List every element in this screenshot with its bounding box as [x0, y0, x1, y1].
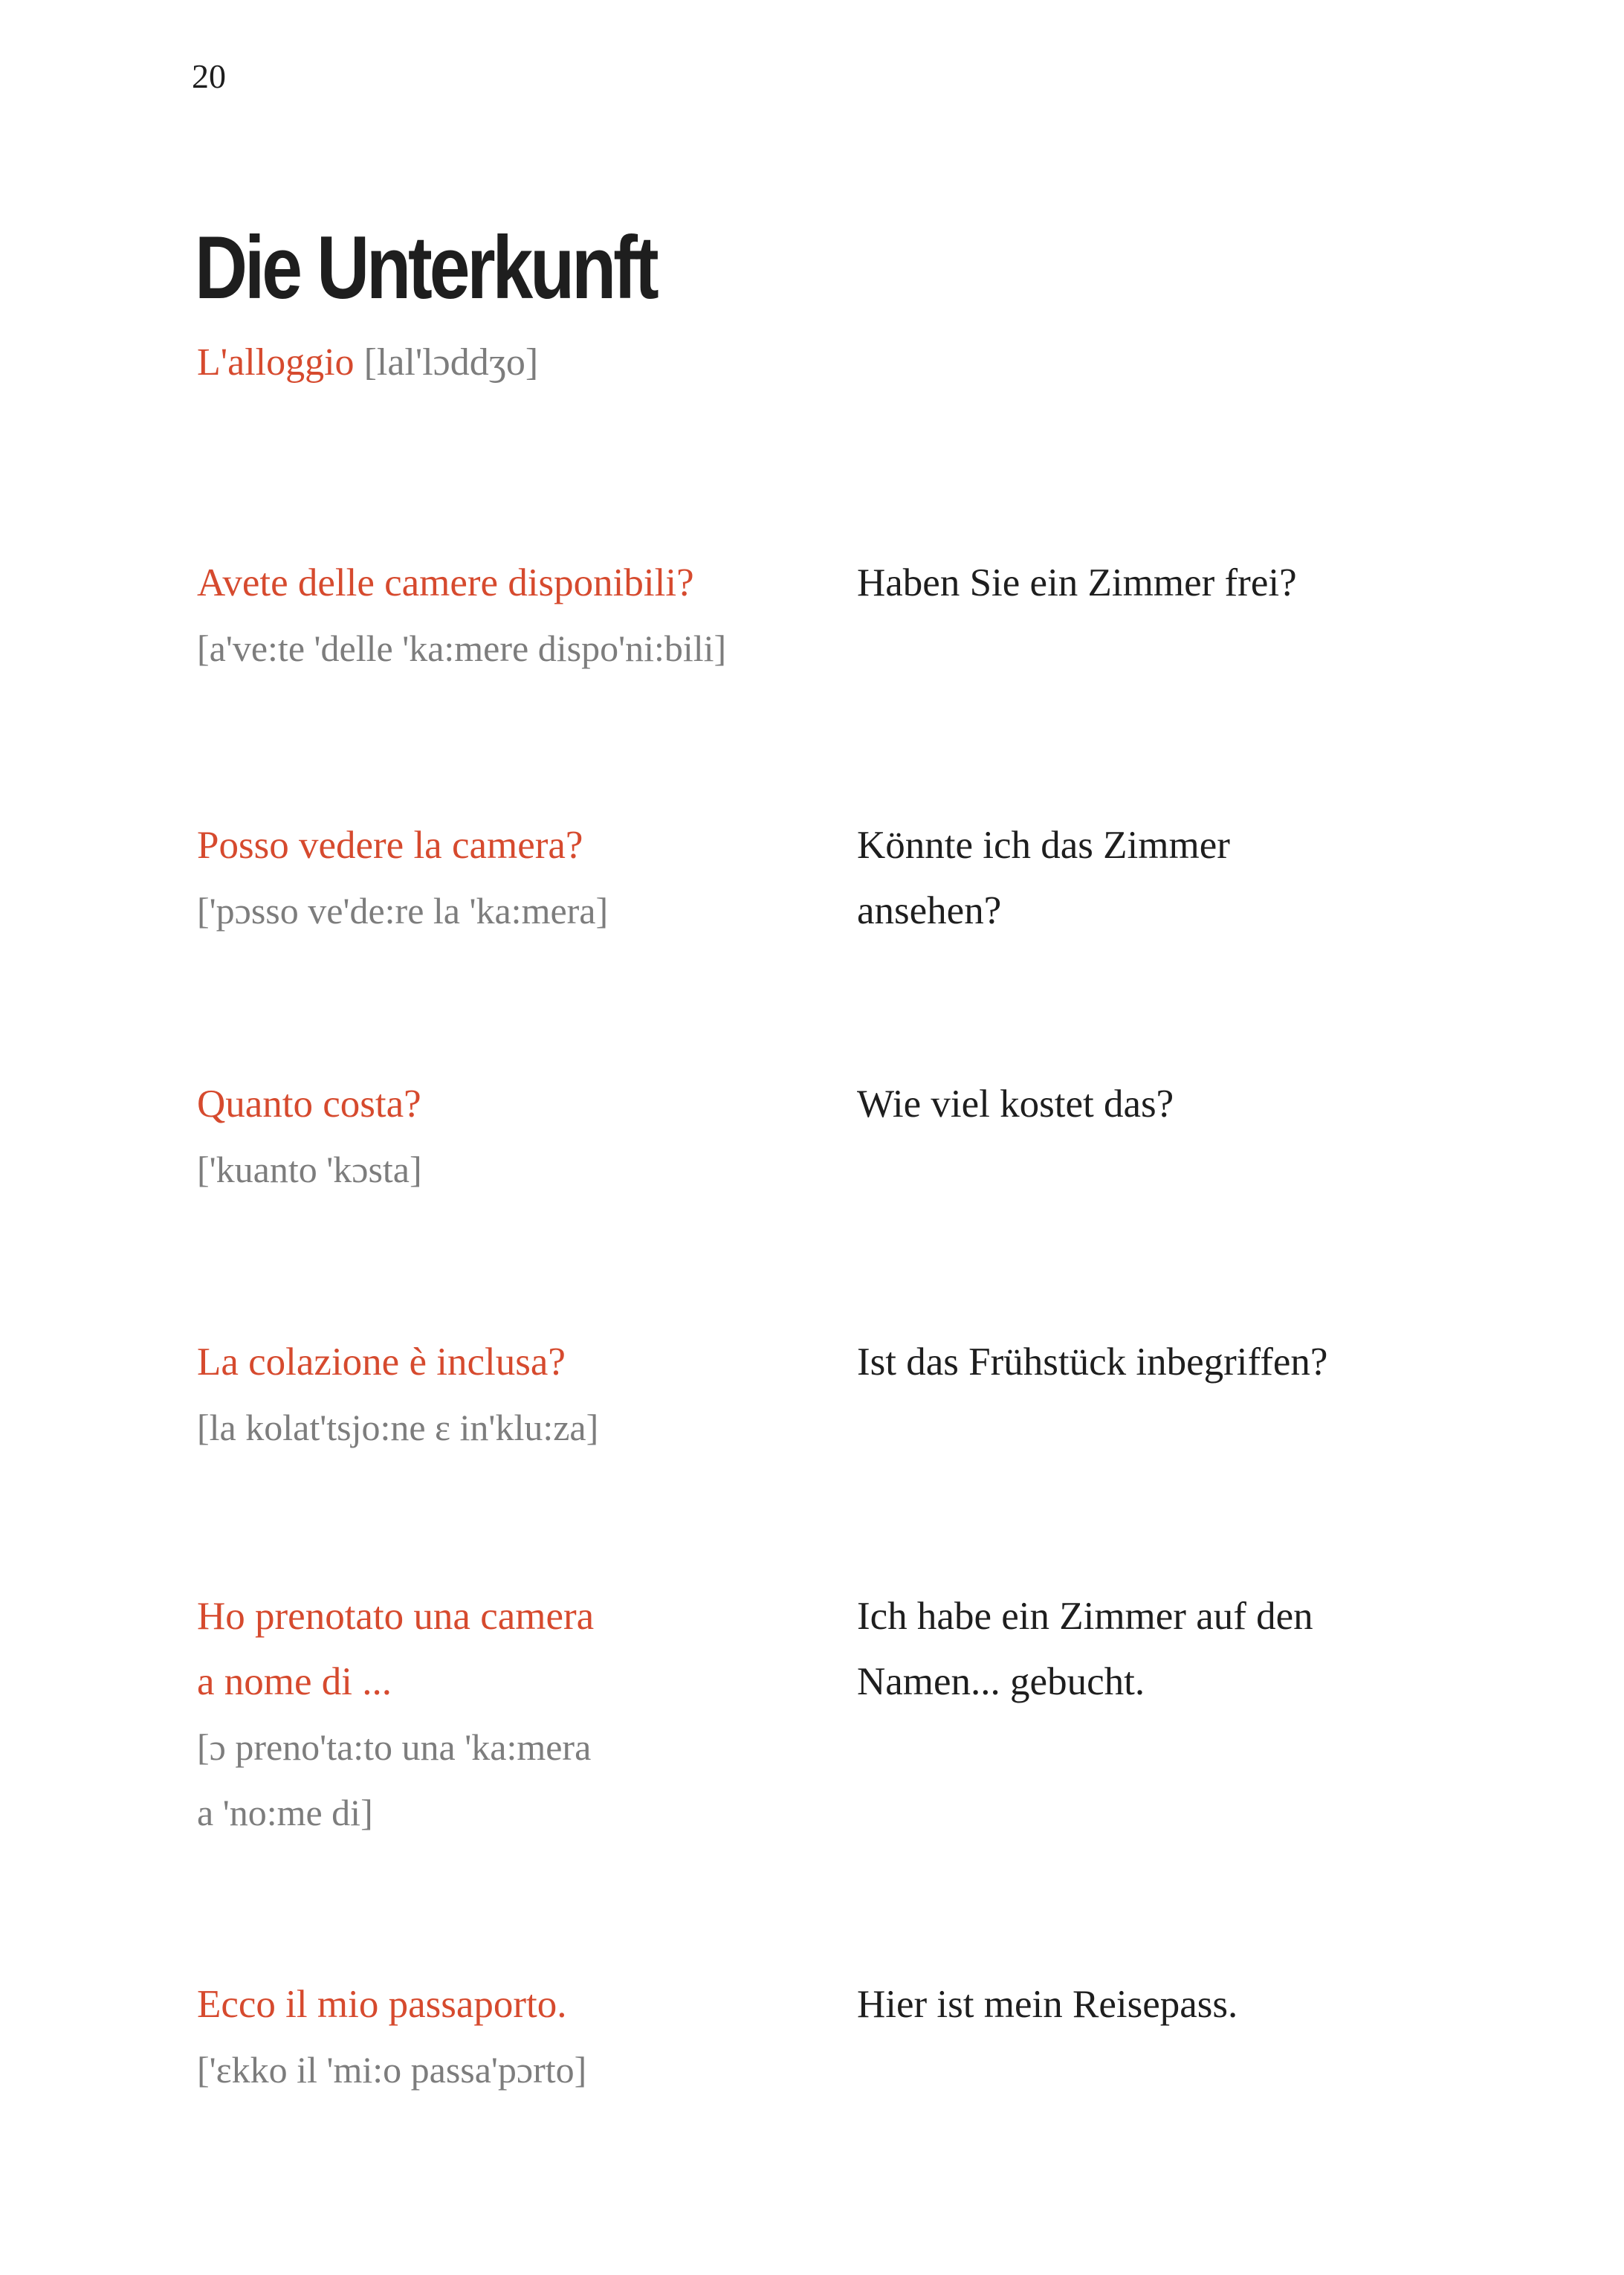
- phrase-german-column: [857, 1071, 1437, 1137]
- page-subtitle: [197, 343, 538, 382]
- subtitle-italian: L'alloggio: [197, 341, 355, 384]
- phrase-italian: Ecco il mio passaporto.: [197, 1983, 567, 2026]
- phrase-german-column: [857, 1329, 1437, 1395]
- phrase-pronunciation: [la kolat'tsjo:ne ɛ in'klu:za]: [197, 1407, 599, 1448]
- phrase-italian: La colazione è inclusa?: [197, 1340, 566, 1384]
- phrase-italian-column: [197, 1584, 836, 1845]
- phrase-italian-column: [197, 1972, 836, 2103]
- phrase-german: Könnte ich das Zimmer ansehen?: [857, 824, 1230, 932]
- phrase-italian-column: [197, 550, 836, 681]
- phrase-italian: Ho prenotato una camera a nome di ...: [197, 1595, 595, 1703]
- phrase-pronunciation: ['pɔsso ve'de:re la 'ka:mera]: [197, 890, 609, 932]
- phrase-pronunciation: [a've:te 'delle 'ka:mere dispo'ni:bili]: [197, 627, 727, 669]
- phrase-german: Wie viel kostet das?: [857, 1082, 1174, 1126]
- phrase-italian-column: [197, 1071, 836, 1202]
- phrase-italian: Avete delle camere disponibili?: [197, 561, 694, 604]
- phrase-italian: Quanto costa?: [197, 1082, 421, 1126]
- subtitle-pronunciation: [lal'lɔddʒo]: [363, 341, 539, 384]
- phrase-pronunciation: ['kuanto 'kɔsta]: [197, 1149, 422, 1190]
- phrase-italian: Posso vedere la camera?: [197, 824, 583, 867]
- phrase-german-column: [857, 813, 1437, 943]
- phrase-german: Ist das Frühstück inbegriffen?: [857, 1340, 1328, 1384]
- phrase-pronunciation: [ɔ preno'ta:to una 'ka:mera a 'no:me di]: [197, 1726, 592, 1833]
- phrase-italian-column: [197, 1329, 836, 1460]
- phrase-german: Hier ist mein Reisepass.: [857, 1983, 1238, 2026]
- phrase-german: Haben Sie ein Zimmer frei?: [857, 561, 1297, 604]
- phrase-german: Ich habe ein Zimmer auf den Namen... gebucht.: [857, 1595, 1313, 1703]
- phrase-german-column: [857, 550, 1437, 616]
- phrase-german-column: [857, 1972, 1437, 2037]
- phrase-german-column: [857, 1584, 1437, 1714]
- page-number: 20: [192, 57, 226, 95]
- page-title: Die Unterkunft: [195, 218, 656, 317]
- phrase-italian-column: [197, 813, 836, 943]
- phrase-pronunciation: ['ɛkko il 'mi:o passa'pɔrto]: [197, 2049, 587, 2091]
